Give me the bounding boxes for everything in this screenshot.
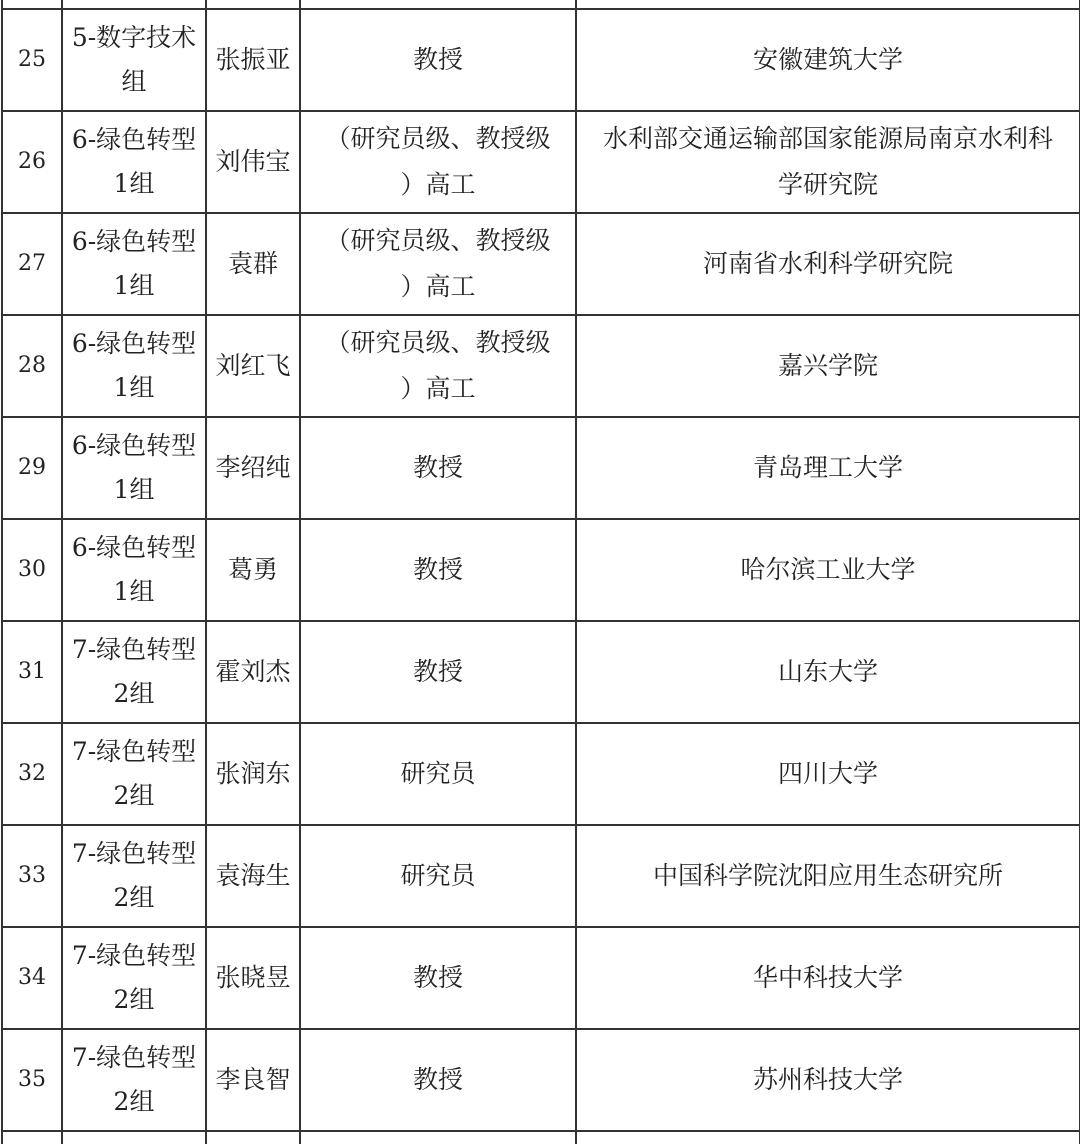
row-number-cell <box>2 213 62 315</box>
job-title-line: 教授 <box>412 963 463 992</box>
table-row <box>2 723 1080 825</box>
organization-line: 嘉兴学院 <box>777 351 878 380</box>
organization-line: 安徽建筑大学 <box>752 45 903 74</box>
organization-cell <box>576 417 1080 519</box>
row-number: 29 <box>18 455 46 480</box>
stub-cell <box>62 1131 206 1144</box>
row-number-cell <box>2 315 62 417</box>
row-number-cell <box>2 9 62 111</box>
row-number: 27 <box>18 251 46 276</box>
row-number: 25 <box>18 47 46 72</box>
stub-cell <box>576 1131 1080 1144</box>
group-label-line: 5-数字技术 <box>71 23 197 52</box>
group-cell <box>62 111 206 213</box>
row-number: 31 <box>18 659 46 684</box>
group-label-line: 组 <box>121 67 147 96</box>
group-cell <box>62 213 206 315</box>
row-number-cell <box>2 723 62 825</box>
name-cell <box>206 9 300 111</box>
expert-name: 袁海生 <box>215 861 291 890</box>
stub-cell <box>576 0 1080 9</box>
stub-cell <box>2 1131 62 1144</box>
name-cell <box>206 213 300 315</box>
job-title-line: （研究员级、教授级 <box>325 328 551 357</box>
title-cell <box>300 927 576 1029</box>
name-cell <box>206 1029 300 1131</box>
row-number-cell <box>2 621 62 723</box>
group-cell <box>62 1029 206 1131</box>
organization-cell <box>576 621 1080 723</box>
table-row <box>2 315 1080 417</box>
group-label-line: 1组 <box>113 271 155 300</box>
job-title-line: 教授 <box>412 1065 463 1094</box>
job-title-line: ）高工 <box>400 374 476 403</box>
group-cell <box>62 315 206 417</box>
row-number-cell <box>2 111 62 213</box>
group-label-line: 7-绿色转型 <box>71 737 197 766</box>
title-cell <box>300 519 576 621</box>
stub-cell <box>62 0 206 9</box>
group-label-line: 2组 <box>113 1087 155 1116</box>
name-cell <box>206 723 300 825</box>
organization-line: 水利部交通运输部国家能源局南京水利科 <box>602 124 1053 153</box>
table-row <box>2 213 1080 315</box>
organization-line: 四川大学 <box>777 759 878 788</box>
group-label-line: 1组 <box>113 577 155 606</box>
title-cell <box>300 825 576 927</box>
job-title-line: 教授 <box>412 45 463 74</box>
expert-name: 李绍纯 <box>215 453 291 482</box>
job-title-line: ）高工 <box>400 170 476 199</box>
organization-line: 学研究院 <box>777 170 878 199</box>
group-label-line: 6-绿色转型 <box>71 329 197 358</box>
organization-line: 河南省水利科学研究院 <box>702 249 953 278</box>
group-label-line: 7-绿色转型 <box>71 839 197 868</box>
group-cell <box>62 9 206 111</box>
group-cell <box>62 621 206 723</box>
title-cell <box>300 9 576 111</box>
expert-name: 刘伟宝 <box>215 147 291 176</box>
organization-line: 哈尔滨工业大学 <box>740 555 916 584</box>
group-label-line: 6-绿色转型 <box>71 533 197 562</box>
group-cell <box>62 519 206 621</box>
organization-cell <box>576 519 1080 621</box>
row-number-cell <box>2 519 62 621</box>
job-title-line: 研究员 <box>400 759 476 788</box>
stub-cell <box>206 0 300 9</box>
row-number: 30 <box>18 557 46 582</box>
row-number: 34 <box>18 965 46 990</box>
organization-cell <box>576 111 1080 213</box>
job-title-line: （研究员级、教授级 <box>325 226 551 255</box>
stub-cell <box>2 0 62 9</box>
title-cell <box>300 111 576 213</box>
job-title-line: 教授 <box>412 657 463 686</box>
expert-name: 李良智 <box>215 1065 291 1094</box>
group-label-line: 6-绿色转型 <box>71 431 197 460</box>
table-row <box>2 9 1080 111</box>
table-row <box>2 621 1080 723</box>
stub-cell <box>300 0 576 9</box>
row-number: 32 <box>18 761 46 786</box>
group-label-line: 7-绿色转型 <box>71 1043 197 1072</box>
stub-cell <box>206 1131 300 1144</box>
stub-cell <box>300 1131 576 1144</box>
job-title-line: ）高工 <box>400 272 476 301</box>
organization-line: 山东大学 <box>777 657 878 686</box>
expert-name: 袁群 <box>227 249 278 278</box>
organization-line: 华中科技大学 <box>752 963 903 992</box>
name-cell <box>206 927 300 1029</box>
expert-name: 张晓昱 <box>215 963 291 992</box>
group-cell <box>62 927 206 1029</box>
organization-cell <box>576 927 1080 1029</box>
organization-cell <box>576 825 1080 927</box>
group-label-line: 1组 <box>113 373 155 402</box>
row-number-cell <box>2 1029 62 1131</box>
group-label-line: 2组 <box>113 985 155 1014</box>
row-number-cell <box>2 927 62 1029</box>
name-cell <box>206 417 300 519</box>
group-cell <box>62 825 206 927</box>
name-cell <box>206 315 300 417</box>
expert-name: 葛勇 <box>227 555 278 584</box>
organization-line: 青岛理工大学 <box>752 453 903 482</box>
row-number-cell <box>2 825 62 927</box>
title-cell <box>300 315 576 417</box>
group-label-line: 2组 <box>113 781 155 810</box>
organization-line: 中国科学院沈阳应用生态研究所 <box>652 861 1003 890</box>
row-number: 35 <box>18 1067 46 1092</box>
table-row <box>2 519 1080 621</box>
expert-name: 张润东 <box>215 759 291 788</box>
organization-line: 苏州科技大学 <box>752 1065 903 1094</box>
table-row <box>2 1029 1080 1131</box>
table-row-partial-bottom <box>2 1131 1080 1144</box>
table-row <box>2 927 1080 1029</box>
group-label-line: 7-绿色转型 <box>71 635 197 664</box>
row-number: 33 <box>18 863 46 888</box>
expert-table <box>1 0 1080 1144</box>
title-cell <box>300 213 576 315</box>
name-cell <box>206 111 300 213</box>
job-title-line: 教授 <box>412 555 463 584</box>
expert-name: 刘红飞 <box>215 351 291 380</box>
organization-cell <box>576 1029 1080 1131</box>
row-number-cell <box>2 417 62 519</box>
row-number: 26 <box>18 149 46 174</box>
title-cell <box>300 1029 576 1131</box>
title-cell <box>300 417 576 519</box>
table-row <box>2 417 1080 519</box>
organization-cell <box>576 9 1080 111</box>
job-title-line: 教授 <box>412 453 463 482</box>
job-title-line: （研究员级、教授级 <box>325 124 551 153</box>
title-cell <box>300 621 576 723</box>
group-label-line: 7-绿色转型 <box>71 941 197 970</box>
expert-name: 张振亚 <box>215 45 291 74</box>
organization-cell <box>576 213 1080 315</box>
expert-name: 霍刘杰 <box>215 657 291 686</box>
organization-cell <box>576 723 1080 825</box>
group-label-line: 6-绿色转型 <box>71 125 197 154</box>
group-label-line: 2组 <box>113 679 155 708</box>
group-label-line: 1组 <box>113 475 155 504</box>
expert-table-body <box>2 0 1080 1144</box>
group-cell <box>62 723 206 825</box>
table-row <box>2 825 1080 927</box>
row-number: 28 <box>18 353 46 378</box>
group-label-line: 2组 <box>113 883 155 912</box>
table-row <box>2 111 1080 213</box>
table-row-partial-top <box>2 0 1080 9</box>
group-cell <box>62 417 206 519</box>
name-cell <box>206 825 300 927</box>
title-cell <box>300 723 576 825</box>
group-label-line: 6-绿色转型 <box>71 227 197 256</box>
job-title-line: 研究员 <box>400 861 476 890</box>
organization-cell <box>576 315 1080 417</box>
group-label-line: 1组 <box>113 169 155 198</box>
name-cell <box>206 621 300 723</box>
name-cell <box>206 519 300 621</box>
